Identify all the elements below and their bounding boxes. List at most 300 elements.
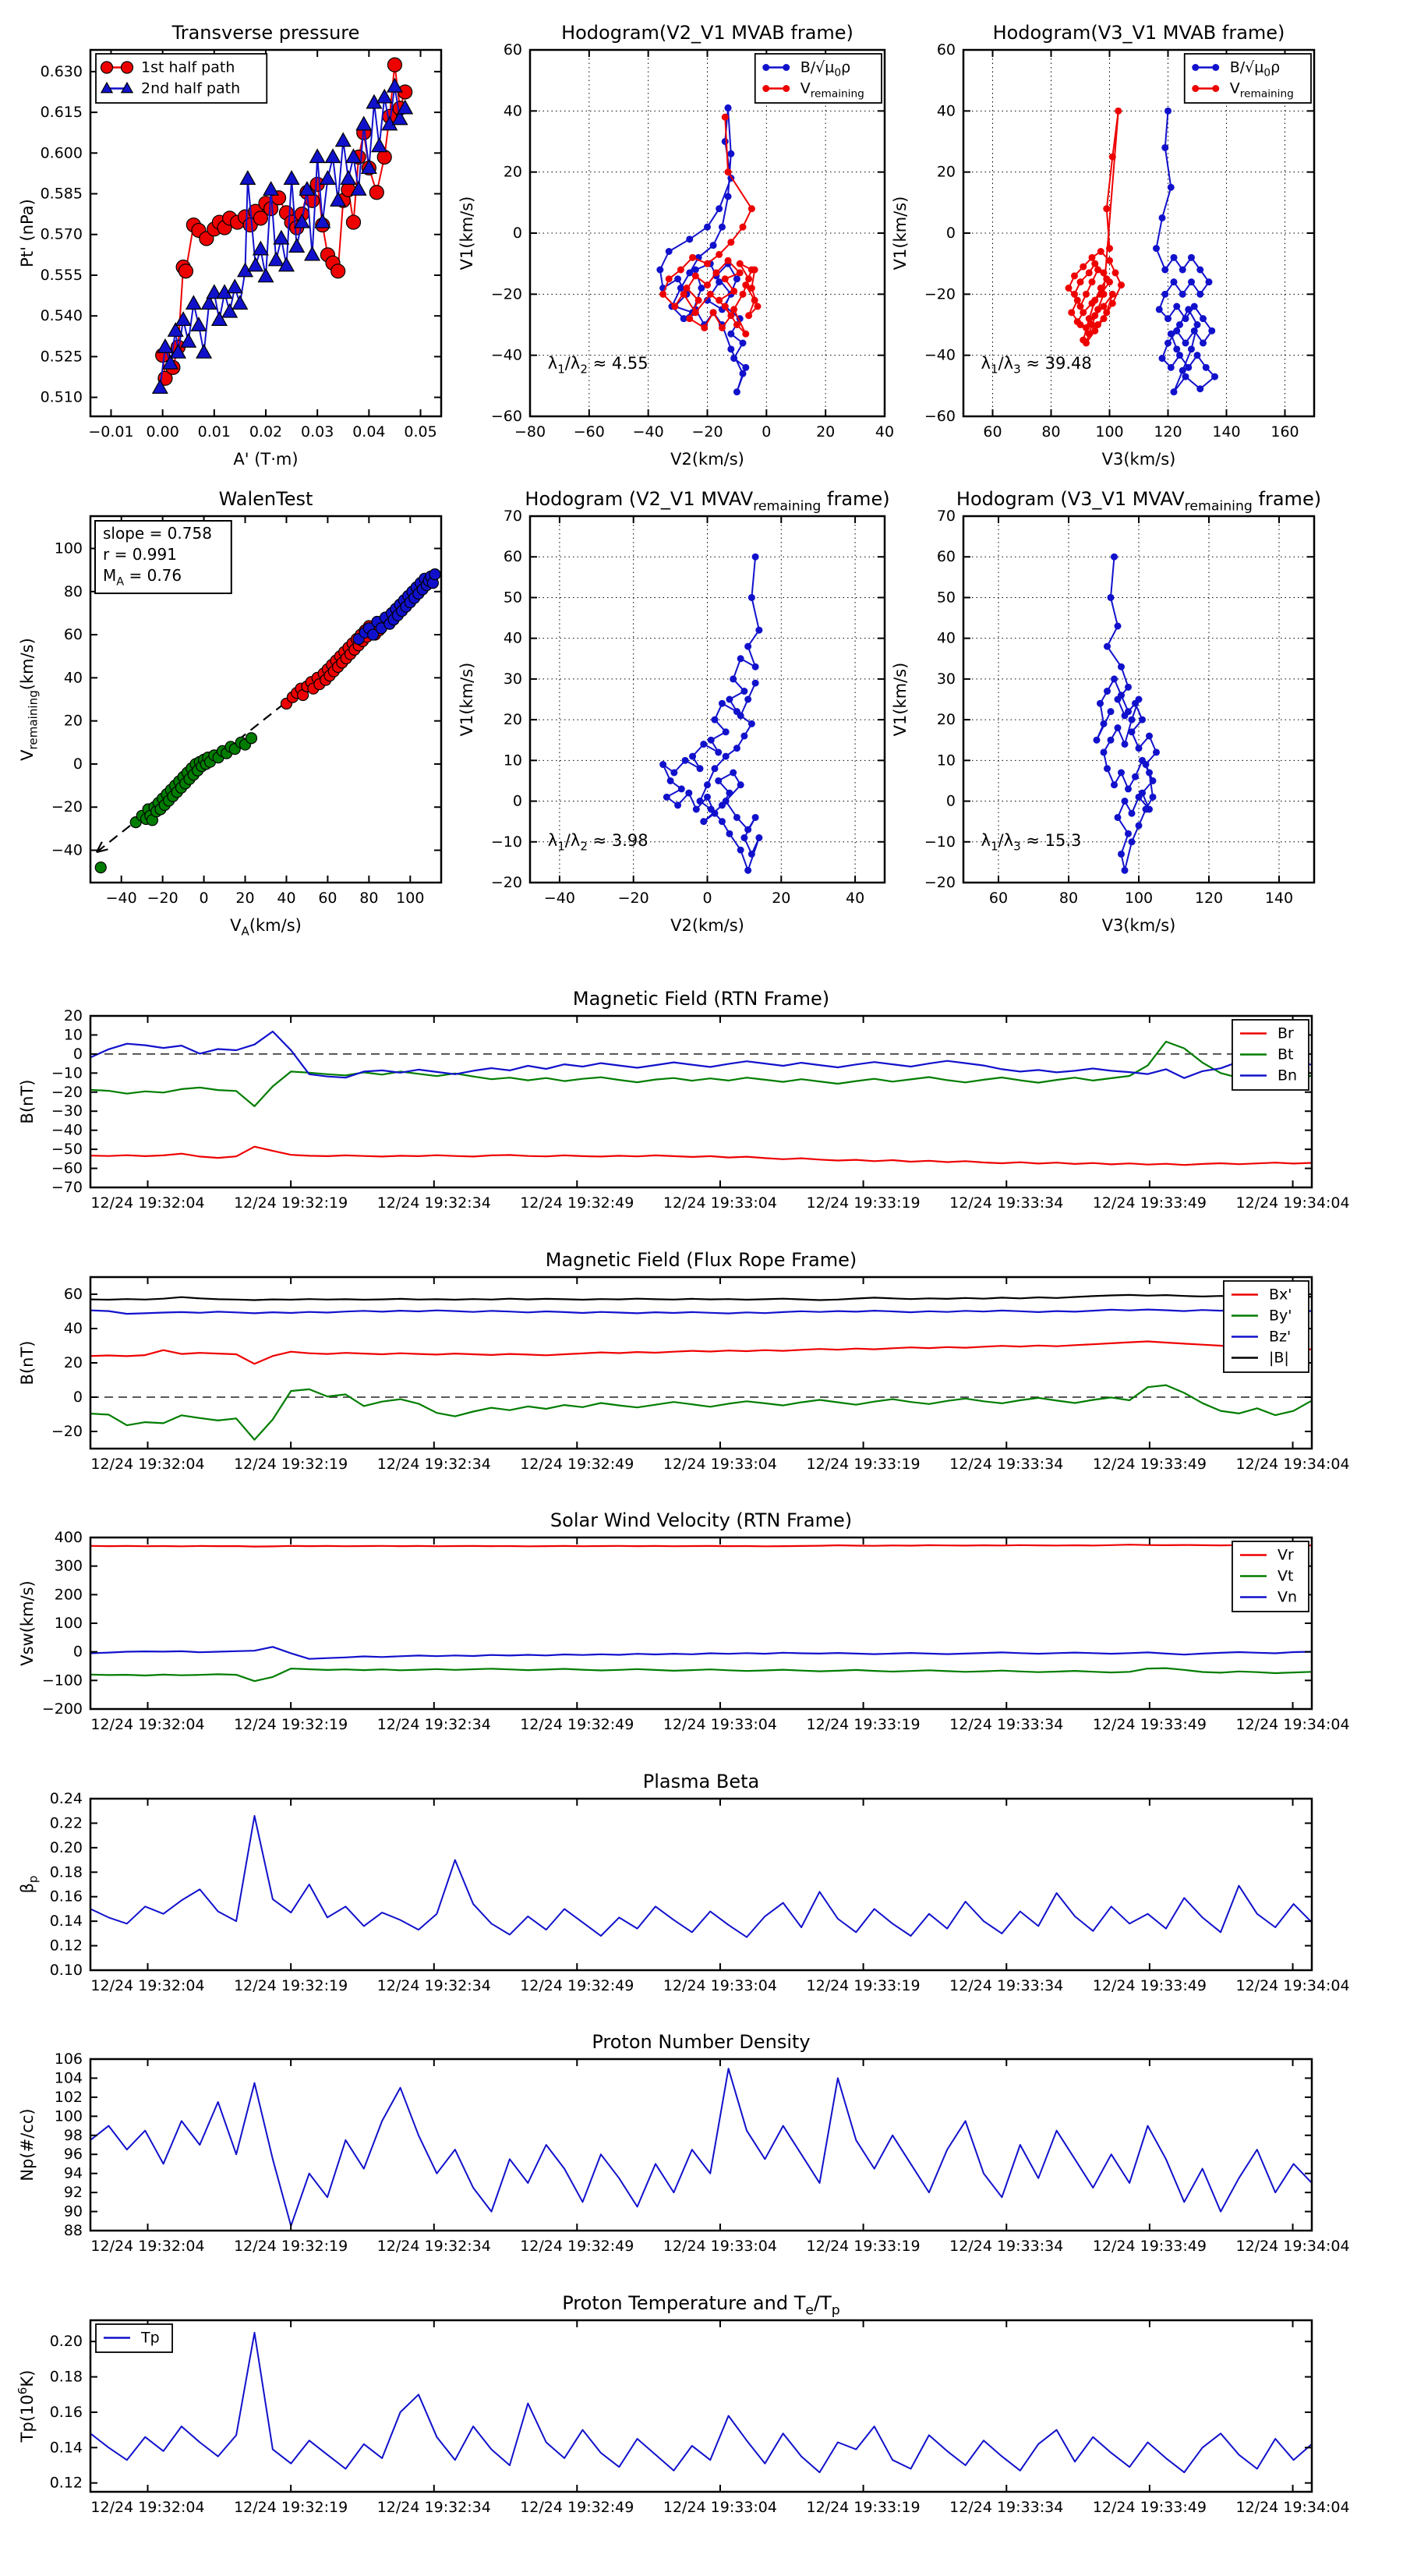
y-axis-label: V1(km/s)	[458, 662, 476, 737]
series-markers-B-hodogram	[656, 104, 749, 395]
y-tick-label: 70	[503, 508, 522, 525]
marker	[1161, 144, 1168, 151]
marker	[719, 700, 726, 707]
marker	[341, 171, 355, 184]
marker	[331, 264, 345, 278]
marker	[704, 281, 711, 288]
x-tick-label: 0.05	[404, 423, 437, 441]
y-axis-label: V1(km/s)	[891, 662, 910, 737]
series-Np	[90, 2068, 1312, 2226]
marker	[284, 171, 299, 184]
marker	[1179, 267, 1186, 274]
x-tick-label: 12/24 19:32:19	[234, 1977, 348, 1994]
legend-label: 2nd half path	[141, 80, 241, 97]
marker	[727, 312, 734, 319]
x-tick-label: 12/24 19:33:19	[806, 1194, 921, 1212]
x-tick-label: 12/24 19:33:04	[663, 1456, 778, 1473]
series-group	[90, 1816, 1312, 1937]
marker	[1106, 278, 1113, 285]
legend-label: Vr	[1277, 1546, 1294, 1564]
marker	[1106, 257, 1113, 264]
x-tick-label: −60	[573, 423, 605, 441]
marker	[1097, 700, 1104, 707]
chart-title: Hodogram(V2_V1 MVAB frame)	[561, 22, 853, 44]
x-tick-label: 100	[396, 890, 425, 907]
y-tick-label: −20	[490, 874, 522, 891]
x-tick-label: 40	[845, 890, 865, 907]
y-tick-label: 60	[936, 548, 956, 566]
marker	[744, 696, 751, 703]
marker	[274, 231, 288, 244]
marker	[1086, 269, 1093, 276]
y-tick-label: 90	[63, 2203, 83, 2220]
x-tick-label: −40	[543, 890, 575, 907]
marker	[1129, 810, 1136, 817]
marker	[666, 248, 673, 255]
marker	[1182, 373, 1189, 380]
marker	[737, 781, 744, 788]
y-tick-label: 40	[936, 629, 956, 647]
marker	[712, 269, 719, 276]
marker	[670, 770, 677, 777]
x-tick-label: 12/24 19:34:04	[1235, 1977, 1350, 1994]
x-tick-label: 20	[235, 890, 255, 907]
y-tick-label: 88	[63, 2222, 83, 2239]
marker	[748, 851, 755, 858]
series-group	[90, 1295, 1312, 1440]
y-tick-label: 0.630	[40, 62, 83, 80]
legend	[1185, 54, 1311, 103]
series-Bn	[90, 1031, 1312, 1078]
legend	[96, 2324, 172, 2352]
x-tick-label: 12/24 19:33:34	[949, 2238, 1064, 2255]
marker	[1168, 364, 1175, 371]
y-axis-label: Pt' (nPa)	[18, 199, 37, 267]
x-tick-label: 80	[1058, 890, 1079, 907]
marker	[310, 150, 325, 163]
x-tick-label: 12/24 19:34:04	[1235, 1456, 1350, 1473]
legend	[96, 54, 267, 103]
chart-title: Hodogram (V2_V1 $MVAV_{remaining}$ frame)	[525, 488, 890, 515]
y-tick-label: −40	[51, 1121, 83, 1139]
chart-transverse-pressure	[18, 22, 441, 469]
chart-title: Hodogram (V3_V1 $MVAV_{remaining}$ frame)	[956, 488, 1322, 515]
x-tick-label: −80	[514, 423, 546, 441]
marker	[1109, 291, 1116, 298]
marker	[1171, 254, 1178, 261]
y-tick-label: −20	[51, 798, 83, 816]
y-tick-label: 0.12	[49, 1937, 83, 1955]
marker	[689, 753, 696, 760]
marker	[1136, 696, 1143, 703]
marker	[1112, 269, 1119, 276]
legend-label: $B/√\mu_0\rho$	[800, 58, 851, 80]
y-tick-label: 0.20	[49, 1838, 83, 1856]
x-tick-label: 12/24 19:32:04	[90, 2499, 205, 2516]
marker	[1132, 773, 1139, 780]
series-B-hodogram	[1157, 111, 1215, 391]
series-Vt	[90, 1668, 1312, 1682]
x-tick-label: 12/24 19:33:19	[806, 2238, 921, 2255]
marker	[730, 306, 737, 313]
marker	[719, 818, 726, 825]
marker	[1176, 352, 1183, 359]
marker	[1196, 267, 1203, 274]
marker	[666, 275, 673, 282]
series-Vn	[90, 1647, 1312, 1658]
marker	[1192, 64, 1199, 71]
x-tick-label: 12/24 19:32:49	[520, 2238, 634, 2255]
marker	[1171, 388, 1178, 395]
y-tick-label: 0	[72, 755, 83, 773]
marker	[191, 317, 206, 331]
x-tick-label: 12/24 19:32:19	[234, 1716, 348, 1733]
x-tick-label: 12/24 19:32:34	[376, 1977, 491, 1994]
marker	[737, 269, 744, 276]
legend-label: $V_{remaining}$	[800, 80, 864, 101]
y-tick-label: 104	[54, 2069, 83, 2087]
marker	[1111, 554, 1118, 561]
marker	[733, 275, 740, 282]
marker	[659, 761, 666, 768]
marker	[1111, 781, 1118, 788]
series-group	[90, 2068, 1312, 2226]
y-tick-label: 60	[63, 626, 83, 644]
marker	[1115, 814, 1122, 821]
x-tick-label: 12/24 19:32:49	[520, 2499, 634, 2516]
series-|B|	[90, 1295, 1312, 1300]
marker	[748, 205, 755, 212]
marker	[1191, 327, 1198, 334]
chart-title: Hodogram(V3_V1 MVAB frame)	[992, 22, 1285, 44]
marker	[1097, 248, 1104, 255]
marker	[686, 235, 693, 242]
legend	[1232, 1020, 1309, 1090]
legend-label: Bx'	[1268, 1286, 1292, 1304]
x-tick-label: 160	[1270, 423, 1299, 441]
x-tick-label: 0	[199, 890, 209, 907]
y-tick-label: −40	[924, 346, 956, 364]
x-tick-label: 60	[988, 890, 1009, 907]
x-tick-label: 12/24 19:32:34	[376, 2238, 491, 2255]
marker	[232, 296, 247, 310]
y-tick-label: 70	[936, 508, 956, 525]
x-axis-label: $V_A(km/s)$	[230, 916, 302, 939]
marker	[369, 186, 383, 200]
marker	[1125, 684, 1132, 691]
marker	[722, 114, 729, 121]
y-tick-label: 0	[512, 225, 522, 242]
marker	[674, 801, 681, 809]
legend-label: |B|	[1268, 1349, 1289, 1367]
x-tick-label: 140	[1264, 890, 1294, 907]
marker	[1101, 291, 1108, 298]
y-tick-label: 0	[72, 1389, 83, 1406]
marker	[1077, 321, 1084, 328]
x-axis-label: V2(km/s)	[670, 916, 744, 935]
legend-label: 1st half path	[141, 58, 235, 76]
marker	[1164, 340, 1172, 347]
marker	[751, 297, 758, 304]
marker	[727, 331, 734, 338]
y-tick-label: 200	[54, 1586, 83, 1604]
x-tick-label: 12/24 19:33:04	[663, 1194, 778, 1212]
chart-hodogram-v3v1-mvab	[891, 22, 1314, 469]
series-markers-third-interval	[353, 569, 440, 645]
marker	[1109, 154, 1116, 161]
marker	[1101, 720, 1108, 727]
y-tick-label: −40	[51, 841, 83, 859]
y-tick-label: 0.510	[40, 388, 83, 406]
y-tick-label: 60	[503, 41, 522, 58]
marker	[1176, 321, 1183, 328]
marker	[1185, 306, 1192, 313]
marker	[1089, 300, 1096, 307]
marker	[1122, 798, 1129, 805]
marker	[1101, 269, 1108, 276]
x-tick-label: 12/24 19:33:04	[663, 1977, 778, 1994]
x-tick-label: 12/24 19:32:19	[234, 2238, 348, 2255]
y-tick-label: 0.540	[40, 307, 83, 325]
series-Bx'	[90, 1342, 1312, 1364]
x-tick-label: 12/24 19:32:04	[90, 1977, 205, 1994]
y-tick-label: −200	[41, 1700, 83, 1718]
y-tick-label: 20	[503, 163, 522, 181]
series-beta	[90, 1816, 1312, 1937]
marker	[1125, 785, 1132, 792]
y-tick-label: −50	[51, 1141, 83, 1159]
marker	[1168, 184, 1175, 191]
y-tick-label: 0.18	[49, 1863, 83, 1881]
x-tick-label: 12/24 19:33:04	[663, 1716, 778, 1733]
marker	[429, 569, 440, 580]
x-tick-label: 12/24 19:33:49	[1092, 1194, 1207, 1212]
y-tick-label: 0.600	[40, 144, 83, 162]
x-tick-label: 20	[816, 423, 836, 441]
marker	[1139, 757, 1146, 764]
marker	[716, 205, 723, 212]
y-tick-label: 20	[936, 163, 956, 181]
y-tick-label: −30	[51, 1102, 83, 1120]
marker	[240, 171, 255, 184]
x-tick-label: 40	[277, 890, 296, 907]
marker	[730, 355, 737, 362]
marker	[667, 777, 674, 784]
y-tick-label: −20	[490, 285, 522, 303]
marker	[727, 150, 734, 157]
marker	[744, 867, 751, 874]
x-axis-label: V3(km/s)	[1101, 916, 1176, 935]
marker	[1097, 285, 1104, 292]
marker	[707, 291, 714, 298]
x-tick-label: 0	[762, 423, 772, 441]
marker	[356, 117, 371, 130]
marker	[1136, 794, 1143, 801]
chart-walen-test	[18, 488, 441, 939]
x-tick-label: 12/24 19:33:49	[1092, 2499, 1207, 2516]
marker	[1074, 297, 1081, 304]
axis-spine	[530, 50, 885, 416]
marker	[1196, 291, 1203, 298]
y-tick-label: 0.20	[49, 2333, 83, 2351]
marker	[347, 215, 361, 229]
y-tick-label: −60	[490, 408, 522, 425]
marker	[1077, 303, 1084, 310]
marker	[656, 267, 663, 274]
x-tick-label: 12/24 19:33:19	[806, 2499, 921, 2516]
x-tick-label: 12/24 19:32:19	[234, 1456, 348, 1473]
marker	[674, 275, 681, 282]
y-tick-label: −10	[490, 833, 522, 851]
y-tick-label: 0.16	[49, 1888, 83, 1905]
annotation: $\lambda_1/\lambda_2 \approx 3.98$	[547, 831, 648, 854]
marker	[1106, 245, 1113, 252]
marker	[1104, 688, 1111, 695]
marker	[1094, 737, 1101, 744]
marker	[1118, 663, 1125, 671]
marker	[740, 688, 747, 695]
marker	[1129, 728, 1136, 735]
marker	[178, 264, 193, 278]
x-tick-label: 12/24 19:34:04	[1235, 2499, 1350, 2516]
stat-line: slope = 0.758	[103, 524, 212, 543]
marker	[1108, 708, 1115, 715]
chart-hodogram-v2v1-mvav	[458, 488, 890, 935]
marker	[269, 253, 284, 266]
marker	[715, 748, 722, 755]
chart-title: Transverse pressure	[171, 22, 360, 44]
marker	[740, 291, 747, 298]
chart-title: Magnetic Field (RTN Frame)	[572, 988, 830, 1010]
marker	[752, 680, 759, 687]
y-tick-label: −100	[41, 1672, 83, 1690]
x-tick-label: −40	[105, 890, 137, 907]
marker	[248, 258, 263, 271]
y-tick-label: 30	[503, 670, 522, 688]
marker	[725, 257, 732, 264]
marker	[1179, 291, 1186, 298]
series-group	[153, 58, 412, 393]
marker	[697, 765, 704, 772]
marker	[1109, 300, 1116, 307]
marker	[1161, 267, 1168, 274]
y-axis-label: V1(km/s)	[891, 196, 910, 271]
marker	[1122, 741, 1129, 748]
series-By'	[90, 1385, 1312, 1440]
marker	[253, 242, 268, 255]
marker	[715, 777, 722, 784]
marker	[1101, 315, 1108, 322]
marker	[1089, 254, 1096, 261]
series-group	[90, 1545, 1312, 1681]
series-markers-V-hodogram	[659, 554, 762, 874]
marker	[663, 794, 670, 801]
marker	[1125, 830, 1132, 837]
marker	[1080, 309, 1087, 316]
y-tick-label: 20	[63, 1354, 83, 1371]
x-axis-label: V2(km/s)	[670, 450, 744, 469]
marker	[1171, 278, 1178, 285]
stat-line: r = 0.991	[103, 545, 177, 564]
y-tick-label: 0	[512, 792, 522, 810]
y-tick-label: 98	[63, 2126, 83, 2144]
marker	[1083, 340, 1090, 347]
marker	[1164, 108, 1172, 115]
y-tick-label: 0	[72, 1643, 83, 1661]
marker	[377, 150, 391, 165]
marker	[1194, 321, 1201, 328]
axis-spine	[90, 2059, 1312, 2231]
chart-title: Magnetic Field (Flux Rope Frame)	[545, 1249, 857, 1271]
legend-label: Vn	[1277, 1588, 1298, 1606]
marker	[748, 285, 755, 292]
marker	[1080, 264, 1087, 271]
chart-title: Plasma Beta	[642, 1771, 760, 1792]
x-tick-label: 12/24 19:33:49	[1092, 2238, 1207, 2255]
marker	[1188, 345, 1195, 352]
annotation: $\lambda_1/\lambda_3 \approx 39.48$	[981, 353, 1092, 377]
axis-spine	[90, 1799, 1312, 1970]
marker	[387, 58, 401, 72]
marker	[1212, 85, 1219, 92]
marker	[1101, 748, 1108, 755]
marker	[783, 64, 790, 71]
y-axis-label: $V_{remaining}(km/s)$	[18, 638, 41, 761]
marker	[708, 737, 715, 744]
x-tick-label: 12/24 19:34:04	[1235, 1716, 1350, 1733]
marker	[1089, 278, 1096, 285]
y-tick-label: 50	[503, 589, 522, 607]
series-markers-B-hodogram	[1153, 108, 1218, 395]
marker	[708, 806, 715, 813]
legend-label: $B/√\mu_0\rho$	[1229, 58, 1281, 80]
marker	[716, 251, 723, 258]
y-tick-label: 0.24	[49, 1790, 83, 1807]
y-tick-label: 20	[63, 712, 83, 730]
y-tick-label: 80	[63, 582, 83, 600]
chart-title: Solar Wind Velocity (RTN Frame)	[550, 1509, 853, 1531]
y-tick-label: −20	[51, 1423, 83, 1440]
marker	[101, 62, 113, 73]
x-tick-label: 120	[1154, 423, 1182, 441]
marker	[246, 733, 256, 744]
y-tick-label: 100	[54, 540, 83, 557]
marker	[742, 331, 749, 338]
marker	[1173, 345, 1180, 352]
marker	[1143, 806, 1150, 813]
marker	[95, 862, 106, 873]
marker	[196, 345, 211, 358]
marker	[1150, 794, 1157, 801]
marker	[1115, 108, 1122, 115]
x-tick-label: 12/24 19:33:04	[663, 2499, 778, 2516]
marker	[704, 781, 711, 788]
marker	[723, 753, 730, 760]
marker	[685, 790, 692, 797]
axis-spine	[90, 1016, 1312, 1187]
chart-title: Proton Temperature and $T_e/T_p$	[562, 2292, 840, 2319]
marker	[1089, 321, 1096, 328]
marker	[752, 814, 759, 821]
marker	[1206, 278, 1213, 285]
marker	[1192, 85, 1199, 92]
y-axis-label: $\beta_p$	[18, 1875, 41, 1894]
marker	[1168, 331, 1175, 338]
marker	[305, 247, 320, 260]
x-tick-label: 12/24 19:32:04	[90, 2238, 205, 2255]
y-tick-label: 20	[503, 711, 522, 729]
marker	[725, 193, 732, 200]
